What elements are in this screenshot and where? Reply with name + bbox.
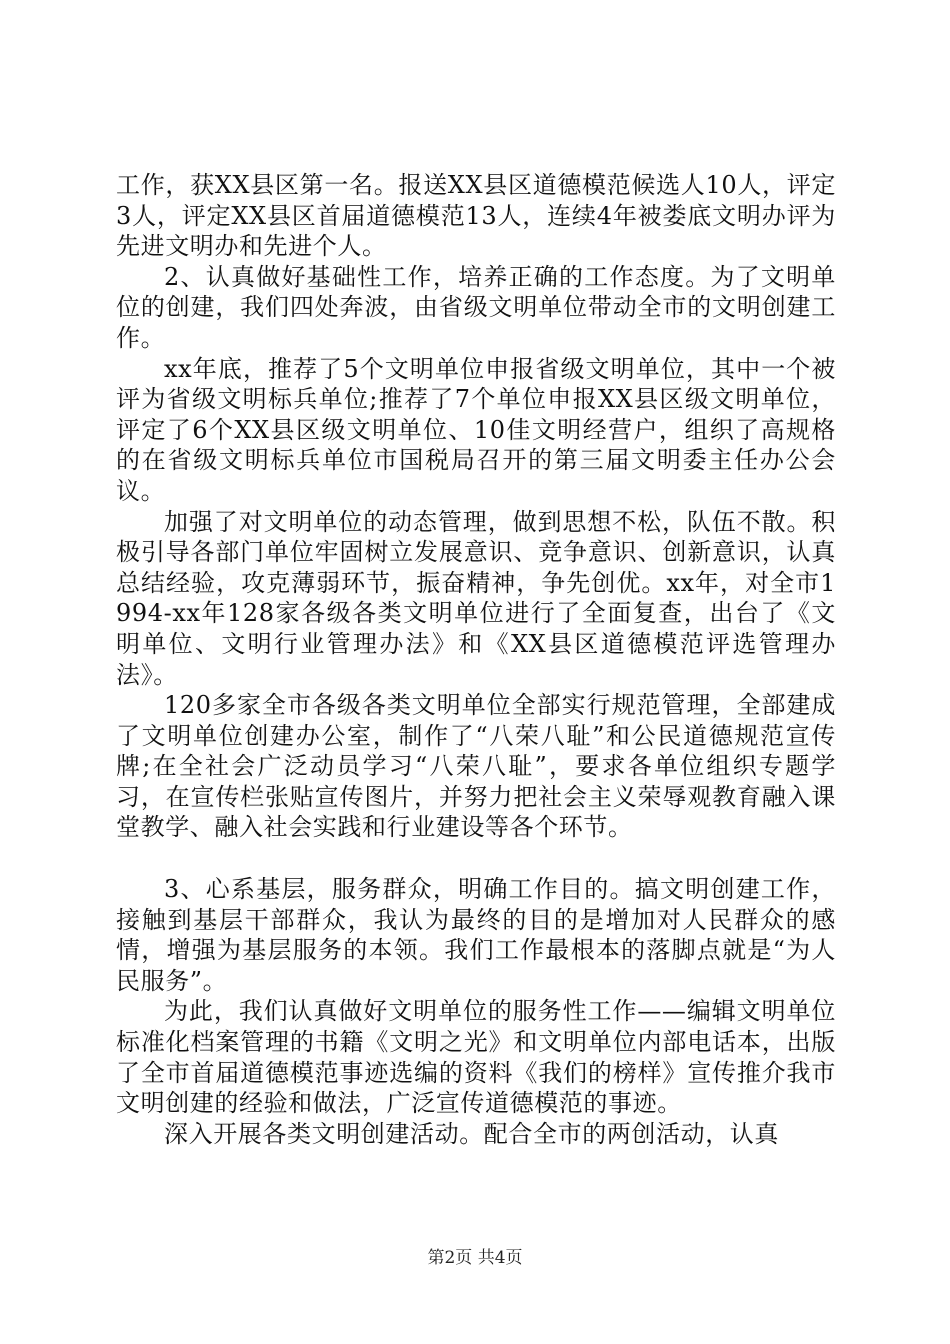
paragraph-year-end: xx年底，推荐了5个文明单位申报省级文明单位，其中一个被评为省级文明标兵单位;推荐了7个单位申报XX县区级文明单位，评定了6个XX县区级文明单位、10佳文明经营户，组织了高规格的在省级文明标兵单位市国税局召开的第三届文明委主任办公会议。 [116,354,836,505]
paragraph-section-3: 3、心系基层，服务群众，明确工作目的。搞文明创建工作，接触到基层干部群众，我认为最终的目的是增加对人民群众的感情，增强为基层服务的本领。我们工作最根本的落脚点就是“为人民服务”。 [116,875,836,995]
paragraph-dynamic-management: 加强了对文明单位的动态管理，做到思想不松，队伍不散。积极引导各部门单位牢固树立发展意识、竞争意识、创新意识，认真总结经验，攻克薄弱环节，振奋精神，争先创优。xx年，对全市1994-xx年128家各级各类文明单位进行了全面复查，出台了《文明单位、文明行业管理办法》和《XX县区道德模范评选管理办法》。 [116,507,836,689]
paragraph-activities: 深入开展各类文明创建活动。配合全市的两创活动，认真 [164,1119,779,1148]
paragraph-section-2: 2、认真做好基础性工作，培养正确的工作态度。为了文明单位的创建，我们四处奔波，由省级文明单位带动全市的文明创建工作。 [116,262,836,352]
document-body [116,170,836,1149]
paragraph-service-work: 为此，我们认真做好文明单位的服务性工作——编辑文明单位标准化档案管理的书籍《文明之光》和文明单位内部电话本，出版了全市首届道德模范事迹选编的资料《我们的榜样》宣传推介我市文明创建的经验和做法，广泛宣传道德模范的事迹。 [116,997,836,1118]
paragraph-standard-management: 120多家全市各级各类文明单位全部实行规范管理，全部建成了文明单位创建办公室，制作了“八荣八耻”和公民道德规范宣传牌;在全社会广泛动员学习“八荣八耻”，要求各单位组织专题学习，在宣传栏张贴宣传图片，并努力把社会主义荣辱观教育融入课堂教学、融入社会实践和行业建设等各个环节。 [116,691,836,842]
paragraph-continuation: 工作，获XX县区第一名。报送XX县区道德模范候选人10人，评定3人，评定XX县区首届道德模范13人，连续4年被娄底文明办评为先进文明办和先进个人。 [116,171,836,261]
page-number-footer: 第2页 共4页 [427,1248,523,1268]
